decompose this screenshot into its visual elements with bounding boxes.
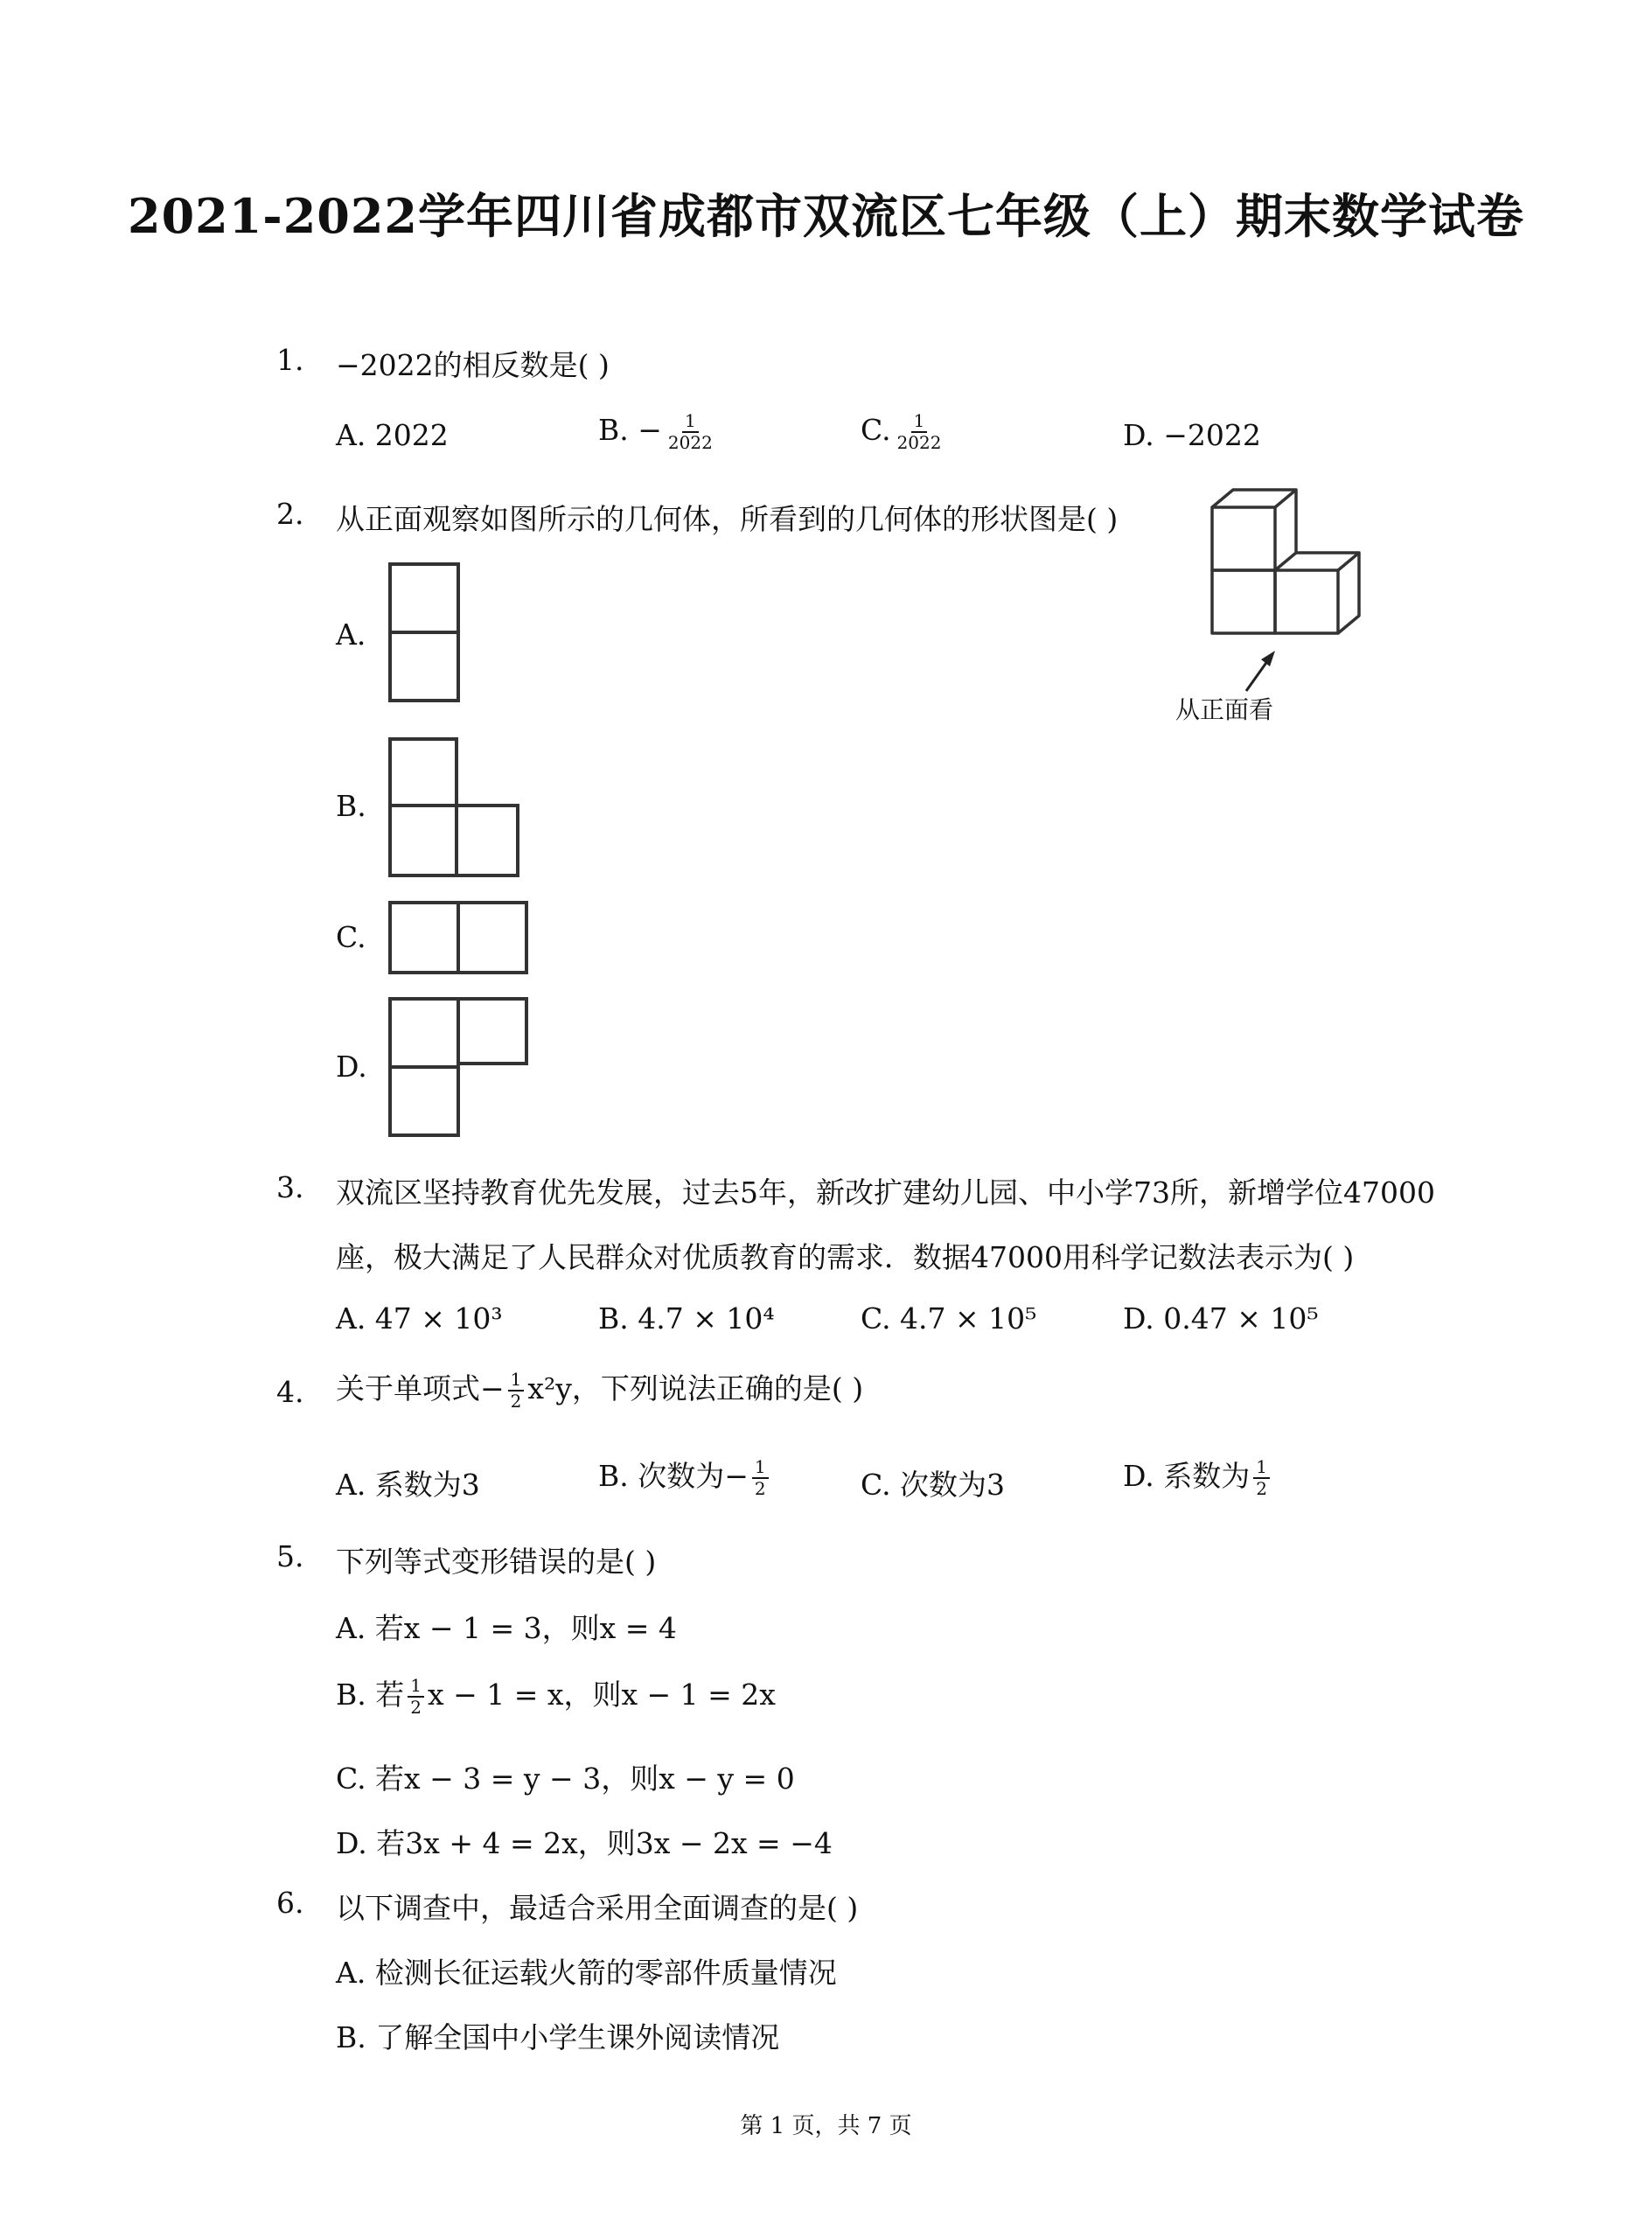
q4-option-a: A. 系数为3 [336,1468,480,1502]
q1-option-b [598,411,719,453]
question-4-fraction [508,1370,525,1412]
page-title: 2021-2022学年四川省成都市双流区七年级（上）期末数学试卷 [128,188,1524,244]
q5-option-b-pre: B. 若 [336,1678,405,1712]
q3-option-a: A. 47 × 10³ [336,1301,503,1336]
q1-option-c-label: C. [861,413,891,447]
q1-option-b-denominator: 2022 [667,432,713,453]
question-2-number: 2. [276,497,304,531]
page-footer: 第 1 页，共 7 页 [740,2113,912,2139]
q4-option-b-label: B. 次数为− [598,1459,749,1493]
question-1-number: 1. [276,343,304,377]
q4-option-d-label: D. 系数为 [1123,1459,1251,1493]
q4-option-c: C. 次数为3 [861,1468,1006,1502]
question-5-text: 下列等式变形错误的是( ) [336,1545,657,1579]
question-2-text: 从正面观察如图所示的几何体，所看到的几何体的形状图是( ) [336,502,1119,536]
q2-option-b-figure [385,735,525,883]
q4-option-d-fraction [1253,1457,1270,1499]
question-3-text-line-1: 双流区坚持教育优先发展，过去5年，新改扩建幼儿园、中小学73所，新增学位47000 [336,1175,1435,1210]
q6-option-a: A. 检测长征运载火箭的零部件质量情况 [336,1956,837,1990]
q2-option-d-figure [385,995,533,1144]
q5-option-c: C. 若x − 3 = y − 3，则x − y = 0 [336,1761,795,1796]
q6-option-b: B. 了解全国中小学生课外阅读情况 [336,2020,780,2054]
question-4-number: 4. [276,1375,304,1409]
q5-option-b [336,1672,776,1718]
q5-option-b-denominator: 2 [410,1697,422,1718]
q1-option-c [861,411,947,453]
q1-option-b-numerator: 1 [682,411,699,433]
question-6-number: 6. [276,1886,304,1920]
q5-option-b-numerator: 1 [408,1676,424,1698]
q5-option-b-fraction [408,1676,424,1718]
question-1-text: −2022的相反数是( ) [336,348,610,382]
question-4-text-post: x²y，下列说法正确的是( ) [527,1371,864,1405]
q1-option-b-label: B. − [598,413,662,447]
q5-option-b-post: x − 1 = x，则x − 1 = 2x [427,1678,776,1712]
q4-option-b-fraction [752,1457,769,1499]
figure-caption: 从正面看 [1175,695,1274,724]
q1-option-c-denominator: 2022 [896,432,942,453]
q3-option-b: B. 4.7 × 10⁴ [598,1301,775,1336]
q1-option-d: D. −2022 [1123,418,1261,452]
question-4-numerator: 1 [508,1370,525,1392]
question-4-text-pre: 关于单项式− [336,1371,505,1405]
solid-figure [1172,481,1382,726]
question-3-number: 3. [276,1170,304,1204]
q4-option-b-numerator: 1 [752,1457,769,1479]
q2-option-c-label: C. [336,920,366,954]
q2-option-c-figure [385,897,533,985]
q4-option-b [598,1454,772,1499]
q2-option-a-figure [385,560,464,708]
arrow-icon [1246,651,1275,691]
q1-option-c-fraction [895,411,944,453]
q4-option-b-denominator: 2 [754,1478,766,1499]
q1-option-a: A. 2022 [336,418,449,452]
q3-option-d: D. 0.47 × 10⁵ [1123,1301,1319,1336]
question-4-denominator: 2 [510,1391,522,1412]
question-5-number: 5. [276,1539,304,1573]
q4-option-d-denominator: 2 [1256,1478,1267,1499]
question-6-text: 以下调查中，最适合采用全面调查的是( ) [336,1891,859,1925]
q1-option-b-fraction [666,411,715,453]
q3-option-c: C. 4.7 × 10⁵ [861,1301,1037,1336]
q2-option-d-label: D. [336,1050,367,1084]
q2-option-b-label: B. [336,789,366,823]
question-3-text-line-2: 座，极大满足了人民群众对优质教育的需求．数据47000用科学记数法表示为( ) [336,1240,1355,1274]
q5-option-a: A. 若x − 1 = 3，则x = 4 [336,1611,677,1645]
question-4-text [336,1366,863,1412]
q1-option-c-numerator: 1 [911,411,928,433]
q4-option-d-numerator: 1 [1253,1457,1270,1479]
q5-option-d: D. 若3x + 4 = 2x，则3x − 2x = −4 [336,1826,833,1860]
q4-option-d [1123,1454,1273,1499]
q2-option-a-label: A. [336,617,366,652]
